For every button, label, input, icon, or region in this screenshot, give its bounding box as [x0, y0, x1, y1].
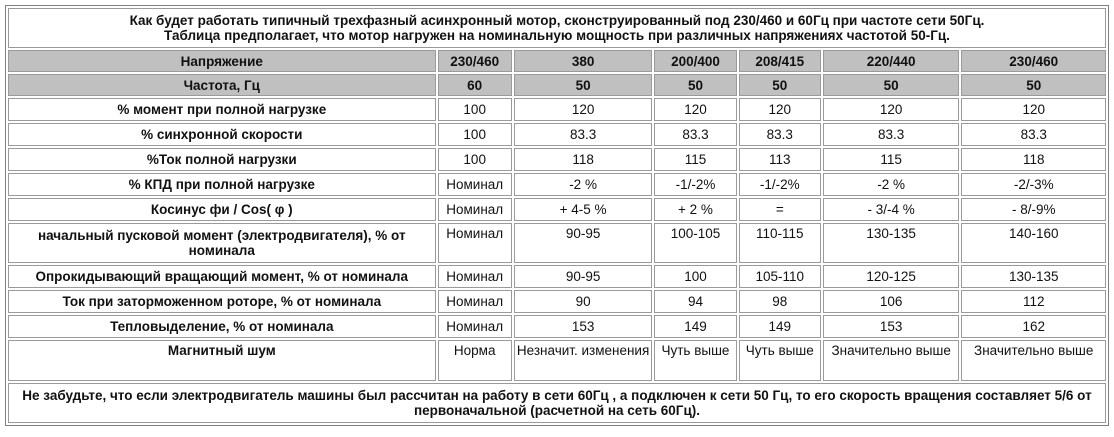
table-cell: 120 [514, 98, 653, 121]
row-label: % синхронной скорости [8, 123, 436, 146]
header-label: Напряжение [8, 50, 436, 72]
table-cell: -1/-2% [739, 173, 821, 196]
table-cell: 115 [654, 148, 736, 171]
table-cell: Номинал [438, 223, 512, 263]
table-cell: 94 [654, 290, 736, 313]
table-cell: 100 [438, 98, 512, 121]
table-cell: - 8/-9% [961, 198, 1106, 221]
table-cell: -2 % [514, 173, 653, 196]
table-cell: 105-110 [739, 265, 821, 288]
table-cell: 90 [514, 290, 653, 313]
header-cell: 200/400 [654, 50, 736, 72]
table-cell: Номинал [438, 290, 512, 313]
header-cell: 50 [961, 74, 1106, 96]
table-row [8, 340, 1106, 381]
table-cell: Значительно выше [823, 340, 960, 381]
row-label: %Ток полной нагрузки [8, 148, 436, 171]
header-label: Частота, Гц [8, 74, 436, 96]
table-cell: 110-115 [739, 223, 821, 263]
caption-line-2: Таблица предполагает, что мотор нагружен на номинальную мощность при различных напряжениях частотой 50-Гц. [164, 28, 950, 43]
table-row [8, 223, 1106, 263]
table-row [8, 198, 1106, 221]
table-cell: - 3/-4 % [823, 198, 960, 221]
table-row [8, 123, 1106, 146]
table-row [8, 290, 1106, 313]
header-cell: 60 [438, 74, 512, 96]
table-cell: Чуть выше [654, 340, 736, 381]
table-footer-note: Не забудьте, что если электродвигатель машины был рассчитан на работу в сети 60Гц , а подключен к сети 50 Гц, то его скорость вращения составляет 5/6 от первоначальной (расчетной на сеть 60Гц). [8, 383, 1106, 423]
header-cell: 208/415 [739, 50, 821, 72]
table-cell: 100 [438, 123, 512, 146]
table-cell: Номинал [438, 173, 512, 196]
table-cell: 153 [514, 315, 653, 338]
table-cell: 130-135 [961, 265, 1106, 288]
table-cell: 120 [654, 98, 736, 121]
table-cell: 98 [739, 290, 821, 313]
table-cell: 149 [654, 315, 736, 338]
table-cell: 100 [654, 265, 736, 288]
table-cell: + 2 % [654, 198, 736, 221]
row-label: % момент при полной нагрузке [8, 98, 436, 121]
header-cell: 230/460 [438, 50, 512, 72]
motor-comparison-table [5, 5, 1109, 426]
table-row [8, 265, 1106, 288]
table-cell: 100-105 [654, 223, 736, 263]
header-cell: 380 [514, 50, 653, 72]
header-cell: 50 [823, 74, 960, 96]
table-cell: 83.3 [654, 123, 736, 146]
table-cell: 120 [823, 98, 960, 121]
caption-line-1: Как будет работать типичный трехфазный асинхронный мотор, сконструированный под 230/460 и 60Гц при частоте сети 50Гц. [129, 13, 985, 28]
table-cell: 83.3 [823, 123, 960, 146]
table-cell: 113 [739, 148, 821, 171]
table-cell: 118 [961, 148, 1106, 171]
row-label: Опрокидывающий вращающий момент, % от номинала [8, 265, 436, 288]
table-cell: 120 [961, 98, 1106, 121]
table-cell: 140-160 [961, 223, 1106, 263]
row-label: начальный пусковой момент (электродвигателя), % от номинала [8, 223, 436, 263]
footer-row [8, 383, 1106, 423]
table-cell: -1/-2% [654, 173, 736, 196]
table-row [8, 98, 1106, 121]
table-cell: Значительно выше [961, 340, 1106, 381]
caption-row [8, 8, 1106, 48]
header-cell: 50 [514, 74, 653, 96]
table-caption [8, 8, 1106, 48]
table-cell: 90-95 [514, 223, 653, 263]
header-cell: 50 [654, 74, 736, 96]
table-cell: Номинал [438, 198, 512, 221]
table-cell: Номинал [438, 265, 512, 288]
table-cell: 90-95 [514, 265, 653, 288]
table-cell: 100 [438, 148, 512, 171]
table-row [8, 173, 1106, 196]
table-cell: -2 % [823, 173, 960, 196]
table-cell: Чуть выше [739, 340, 821, 381]
table-cell: Номинал [438, 315, 512, 338]
table-row [8, 315, 1106, 338]
table-cell: 120 [739, 98, 821, 121]
table-row [8, 148, 1106, 171]
row-label: Косинус фи / Cos( φ ) [8, 198, 436, 221]
table-cell: 162 [961, 315, 1106, 338]
table-cell: 120-125 [823, 265, 960, 288]
table-cell: 106 [823, 290, 960, 313]
table-cell: Незначит. изменения [514, 340, 653, 381]
header-cell: 230/460 [961, 50, 1106, 72]
header-cell: 50 [739, 74, 821, 96]
row-label: Магнитный шум [8, 340, 436, 381]
header-cell: 220/440 [823, 50, 960, 72]
table-cell: 83.3 [514, 123, 653, 146]
table-cell: Норма [438, 340, 512, 381]
table-cell: 130-135 [823, 223, 960, 263]
table-cell: 112 [961, 290, 1106, 313]
row-label: Тепловыделение, % от номинала [8, 315, 436, 338]
table-cell: 118 [514, 148, 653, 171]
table-cell: 153 [823, 315, 960, 338]
table-cell: 115 [823, 148, 960, 171]
table-cell: 149 [739, 315, 821, 338]
table-cell: = [739, 198, 821, 221]
header-row-frequency [8, 74, 1106, 96]
row-label: % КПД при полной нагрузке [8, 173, 436, 196]
table-cell: + 4-5 % [514, 198, 653, 221]
header-row-voltage [8, 50, 1106, 72]
table-cell: -2/-3% [961, 173, 1106, 196]
table-cell: 83.3 [739, 123, 821, 146]
table-cell: 83.3 [961, 123, 1106, 146]
row-label: Ток при заторможенном роторе, % от номинала [8, 290, 436, 313]
